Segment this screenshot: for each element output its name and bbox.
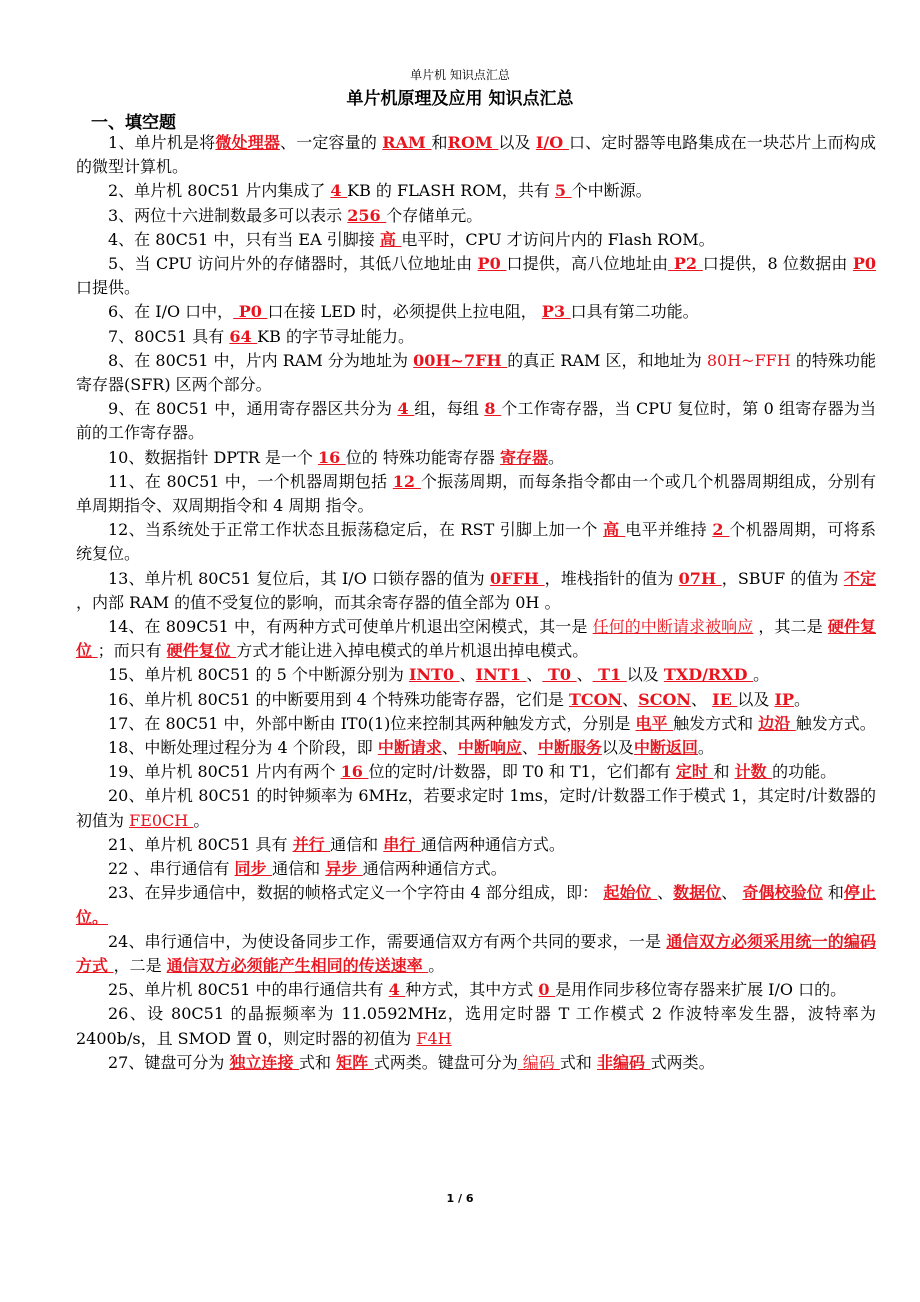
question-text: 以及 (601, 738, 634, 758)
answer-blank: 起始位 (603, 883, 658, 903)
question-text: 22 、串行通信有 (108, 859, 235, 879)
question-text: ，堆栈指针的值为 (544, 568, 679, 588)
answer-text: 80H~FFH (706, 350, 791, 370)
question-item (76, 615, 876, 663)
question-text: 通信和 (272, 859, 326, 879)
question-text: 触发方式。 (795, 713, 876, 733)
answer-blank: P0 (477, 254, 507, 274)
question-item (76, 179, 876, 203)
answer-blank: P3 (541, 302, 571, 322)
answer-blank: 编码 (517, 1052, 560, 1072)
question-item (76, 930, 876, 978)
question-text: 1、单片机是将 (108, 133, 216, 152)
question-text: 27、键盘可分为 (108, 1052, 230, 1072)
answer-blank: 16 (317, 447, 346, 467)
question-item (76, 228, 876, 252)
answer-blank: 独立连接 (229, 1052, 300, 1072)
question-text: 、 (521, 738, 538, 758)
question-text: 式两类。键盘可分为 (373, 1052, 518, 1072)
question-text: 位的 特殊功能寄存器 (345, 447, 500, 467)
question-text: 种方式，其中方式 (405, 980, 539, 1000)
answer-blank: 4 (397, 399, 415, 419)
answer-blank: 非编码 (597, 1052, 651, 1072)
question-text: 口提供，高八位地址由 (506, 254, 669, 274)
answer-blank: P2 (668, 254, 703, 274)
question-text: 4、在 80C51 中，只有当 EA 引脚接 (108, 229, 380, 249)
question-text: 的特殊功能寄存器(SFR) 区两个部分。 (76, 350, 876, 395)
answer-blank: 4 (330, 181, 348, 201)
question-text: 2、单片机 80C51 片内集成了 (108, 181, 331, 201)
answer-blank: 8 (484, 399, 502, 419)
question-text: 口提供，8 位数据由 (702, 254, 853, 274)
question-text: 。 (753, 665, 770, 685)
question-text: 9、在 80C51 中，通用寄存器区共分为 (108, 399, 398, 419)
question-text: 15、单片机 80C51 的 5 个中断源分别为 (108, 665, 409, 685)
answer-blank: F4H (416, 1028, 452, 1048)
question-text: 、 (441, 738, 458, 758)
answer-blank: INT1 (475, 665, 527, 685)
answer-blank: IP (774, 689, 794, 709)
question-item (76, 252, 876, 300)
question-text: 。 (697, 738, 714, 758)
page-number: 1 / 6 (446, 1192, 474, 1205)
question-text: 23、在异步通信中，数据的帧格式定义一个字符由 4 部分组成，即： (108, 883, 604, 903)
page-title: 单片机原理及应用 知识点汇总 (346, 89, 574, 109)
question-text: 、 (721, 883, 743, 903)
answer-blank: 2 (712, 520, 730, 540)
answer-blank: T1 (592, 665, 627, 685)
question-item (76, 857, 876, 881)
question-item (76, 518, 876, 566)
answer-blank: TXD/RXD (663, 665, 754, 685)
question-text: 。 (428, 955, 445, 975)
question-text: 、 (526, 665, 543, 685)
question-text: 19、单片机 80C51 片内有两个 (108, 762, 341, 782)
question-text: 式两类。 (650, 1052, 715, 1072)
answer-blank: 4 (388, 980, 406, 1000)
question-text: 13、单片机 80C51 复位后，其 I/O 口锁存器的值为 (108, 568, 490, 588)
answer-blank: P0 (852, 254, 876, 274)
question-text: 个存储单元。 (386, 205, 483, 225)
question-text: 、 (657, 883, 674, 903)
question-text: 26、设 80C51 的晶振频率为 11.0592MHz，选用定时器 T 工作模式 2 作波特率发生器，波特率为 2400b/s，且 SMOD 置 0，则定时器的初值为 (76, 1004, 876, 1048)
question-text: 、 (459, 665, 476, 685)
answer-blank: 中断返回 (633, 738, 698, 758)
answer-blank: 不定 (843, 568, 876, 588)
question-text: 以及 (737, 689, 775, 709)
question-item (76, 784, 876, 832)
question-text: 16、单片机 80C51 的中断要用到 4 个特殊功能寄存器，它们是 (108, 689, 569, 709)
answer-blank: 计数 (734, 762, 773, 782)
question-text: 组，每组 (414, 399, 485, 419)
answer-blank: 00H~7FH (413, 350, 508, 370)
answer-blank: 边沿 (758, 713, 796, 733)
question-text: 18、中断处理过程分为 4 个阶段，即 (108, 738, 378, 758)
answer-blank: 高 (603, 520, 626, 540)
answer-blank: 硬件复位 (76, 617, 876, 661)
question-text: 触发方式和 (673, 713, 759, 733)
answer-blank: RAM (382, 133, 432, 152)
answer-blank: SCON (638, 689, 692, 709)
question-text: 个振荡周期，而每条指令都由一个或几个机器周期组成，分别有单周期指令、双周期指令和 4 周期 指令。 (76, 471, 876, 516)
answer-blank: 异步 (325, 859, 363, 879)
question-text: 的真正 RAM 区，和地址为 (507, 350, 707, 370)
question-text: KB 的 FLASH ROM，共有 (347, 181, 555, 201)
answer-blank: 定时 (675, 762, 714, 782)
question-text: 。 (547, 447, 564, 467)
question-text: ，内部 RAM 的值不受复位的影响，而其余寄存器的值全部为 0H 。 (76, 592, 561, 612)
question-text: 通信两种通信方式。 (362, 859, 507, 879)
answer-blank: 串行 (383, 834, 421, 854)
question-text: 口具有第二功能。 (570, 302, 699, 322)
question-item (76, 688, 876, 712)
answer-blank: 64 (229, 326, 258, 346)
answer-blank: 12 (392, 471, 421, 491)
question-list (76, 131, 876, 1075)
question-item (76, 1002, 876, 1050)
question-text: 个工作寄存器，当 CPU 复位时，第 0 组寄存器为当前的工作寄存器。 (76, 399, 876, 443)
question-text: 8、在 80C51 中，片内 RAM 分为地址为 (108, 350, 414, 370)
answer-blank: 中断响应 (457, 738, 522, 758)
question-text: 、 (691, 689, 713, 709)
question-text: 口提供。 (76, 278, 141, 298)
question-text: 通信两种通信方式。 (420, 834, 565, 854)
question-text: 式和 (559, 1052, 597, 1072)
question-text: 和 (431, 133, 448, 152)
question-item (76, 470, 876, 518)
question-item (76, 325, 876, 349)
answer-blank: 高 (379, 229, 402, 249)
question-item (76, 1051, 876, 1075)
question-item (76, 204, 876, 228)
question-text: 通信和 (330, 834, 384, 854)
answer-blank: 通信双方必须能产生相同的传送速率 (166, 955, 429, 975)
question-text: 口、定时器等电路集成在一块芯片上而构成的微型计算机。 (76, 133, 876, 177)
answer-blank: 5 (554, 181, 572, 201)
question-text: 、 (622, 689, 639, 709)
answer-blank: 中断请求 (377, 738, 442, 758)
answer-blank: 16 (340, 762, 369, 782)
question-text: ，二是 (113, 955, 167, 975)
question-item (76, 712, 876, 736)
question-text: 位的定时/计数器，即 T0 和 T1，它们都有 (368, 762, 676, 782)
answer-blank: 停止位。 (76, 883, 876, 927)
question-text: 以及 (626, 665, 664, 685)
question-item (76, 833, 876, 857)
question-text: 12、当系统处于正常工作状态且振荡稳定后，在 RST 引脚上加一个 (108, 520, 604, 540)
question-text: 7、80C51 具有 (108, 326, 230, 346)
answer-blank: 256 (347, 205, 387, 225)
question-item (76, 446, 876, 470)
question-item (76, 567, 876, 615)
question-text: 20、单片机 80C51 的时钟频率为 6MHz，若要求定时 1ms，定时/计数器工作于模式 1，其定时/计数器的初值为 (76, 786, 876, 830)
question-text: 5、当 CPU 访问片外的存储器时，其低八位地址由 (108, 254, 478, 274)
question-text: 、 (576, 665, 593, 685)
question-text: ，其二是 (753, 617, 828, 637)
answer-blank: 07H (678, 568, 722, 588)
answer-blank: TCON (568, 689, 623, 709)
question-text: 是用作同步移位寄存器来扩展 I/O 口的。 (555, 980, 847, 1000)
question-text: 方式才能让进入掉电模式的单片机退出掉电模式。 (236, 641, 589, 661)
question-text: 电平时，CPU 才访问片内的 Flash ROM。 (401, 229, 715, 249)
question-text: 、一定容量的 (280, 133, 383, 152)
question-text: 口在接 LED 时，必须提供上拉电阻， (267, 302, 542, 322)
question-text: 和 (822, 883, 844, 903)
question-text: 。 (193, 810, 210, 830)
question-text: 电平并维持 (625, 520, 713, 540)
answer-blank: P0 (233, 302, 268, 322)
answer-blank: 任何的中断请求被响应 (592, 617, 754, 637)
question-item (76, 397, 876, 445)
answer-blank: 并行 (292, 834, 331, 854)
section-heading: 一、填空题 (91, 113, 176, 133)
answer-blank: INT0 (408, 665, 460, 685)
answer-blank: 矩阵 (336, 1052, 374, 1072)
question-text: 的功能。 (772, 762, 837, 782)
question-text: 11、在 80C51 中，一个机器周期包括 (108, 471, 393, 491)
running-head: 单片机 知识点汇总 (410, 68, 510, 82)
answer-blank: 通信双方必须采用统一的编码方式 (76, 931, 876, 975)
question-text: 和 (713, 762, 735, 782)
answer-blank: 电平 (635, 713, 674, 733)
answer-blank: 中断服务 (537, 738, 602, 758)
question-item (76, 663, 876, 687)
answer-blank: 数据位 (673, 883, 722, 903)
answer-blank: 微处理器 (215, 133, 281, 152)
question-item (76, 978, 876, 1002)
question-text: ；而只有 (97, 641, 167, 661)
answer-blank: IE (712, 689, 738, 709)
question-text: 25、单片机 80C51 中的串行通信共有 (108, 980, 389, 1000)
question-item (76, 349, 876, 397)
answer-blank: 奇偶校验位 (742, 883, 823, 903)
answer-blank: 0FFH (489, 568, 545, 588)
question-text: 个中断源。 (571, 181, 652, 201)
question-text: ，SBUF 的值为 (721, 568, 844, 588)
answer-blank: 寄存器 (499, 447, 548, 467)
question-text: 17、在 80C51 中，外部中断由 IT0(1)位来控制其两种触发方式，分别是 (108, 713, 636, 733)
question-text: 21、单片机 80C51 具有 (108, 834, 293, 854)
question-text: 3、两位十六进制数最多可以表示 (108, 205, 348, 225)
answer-blank: FE0CH (129, 810, 194, 830)
question-item (76, 881, 876, 929)
question-item (76, 760, 876, 784)
answer-blank: 同步 (234, 859, 273, 879)
question-text: 6、在 I/O 口中， (108, 302, 234, 322)
question-item (76, 131, 876, 179)
answer-blank: 0 (538, 980, 556, 1000)
question-text: 以及 (498, 133, 536, 152)
question-text: 。 (793, 689, 810, 709)
answer-blank: 硬件复位 (166, 641, 237, 661)
question-item (76, 736, 876, 760)
answer-blank: I/O (535, 133, 569, 152)
question-item (76, 300, 876, 324)
question-text: 14、在 809C51 中，有两种方式可使单片机退出空闲模式，其一是 (108, 617, 593, 637)
question-text: 式和 (299, 1052, 337, 1072)
answer-blank: ROM (447, 133, 499, 152)
question-text: 24、串行通信中，为使设备同步工作，需要通信双方有两个共同的要求，一是 (108, 931, 667, 951)
question-text: 10、数据指针 DPTR 是一个 (108, 447, 318, 467)
question-text: 个机器周期，可将系统复位。 (76, 520, 876, 564)
question-text: KB 的字节寻址能力。 (257, 326, 414, 346)
answer-blank: T0 (542, 665, 577, 685)
